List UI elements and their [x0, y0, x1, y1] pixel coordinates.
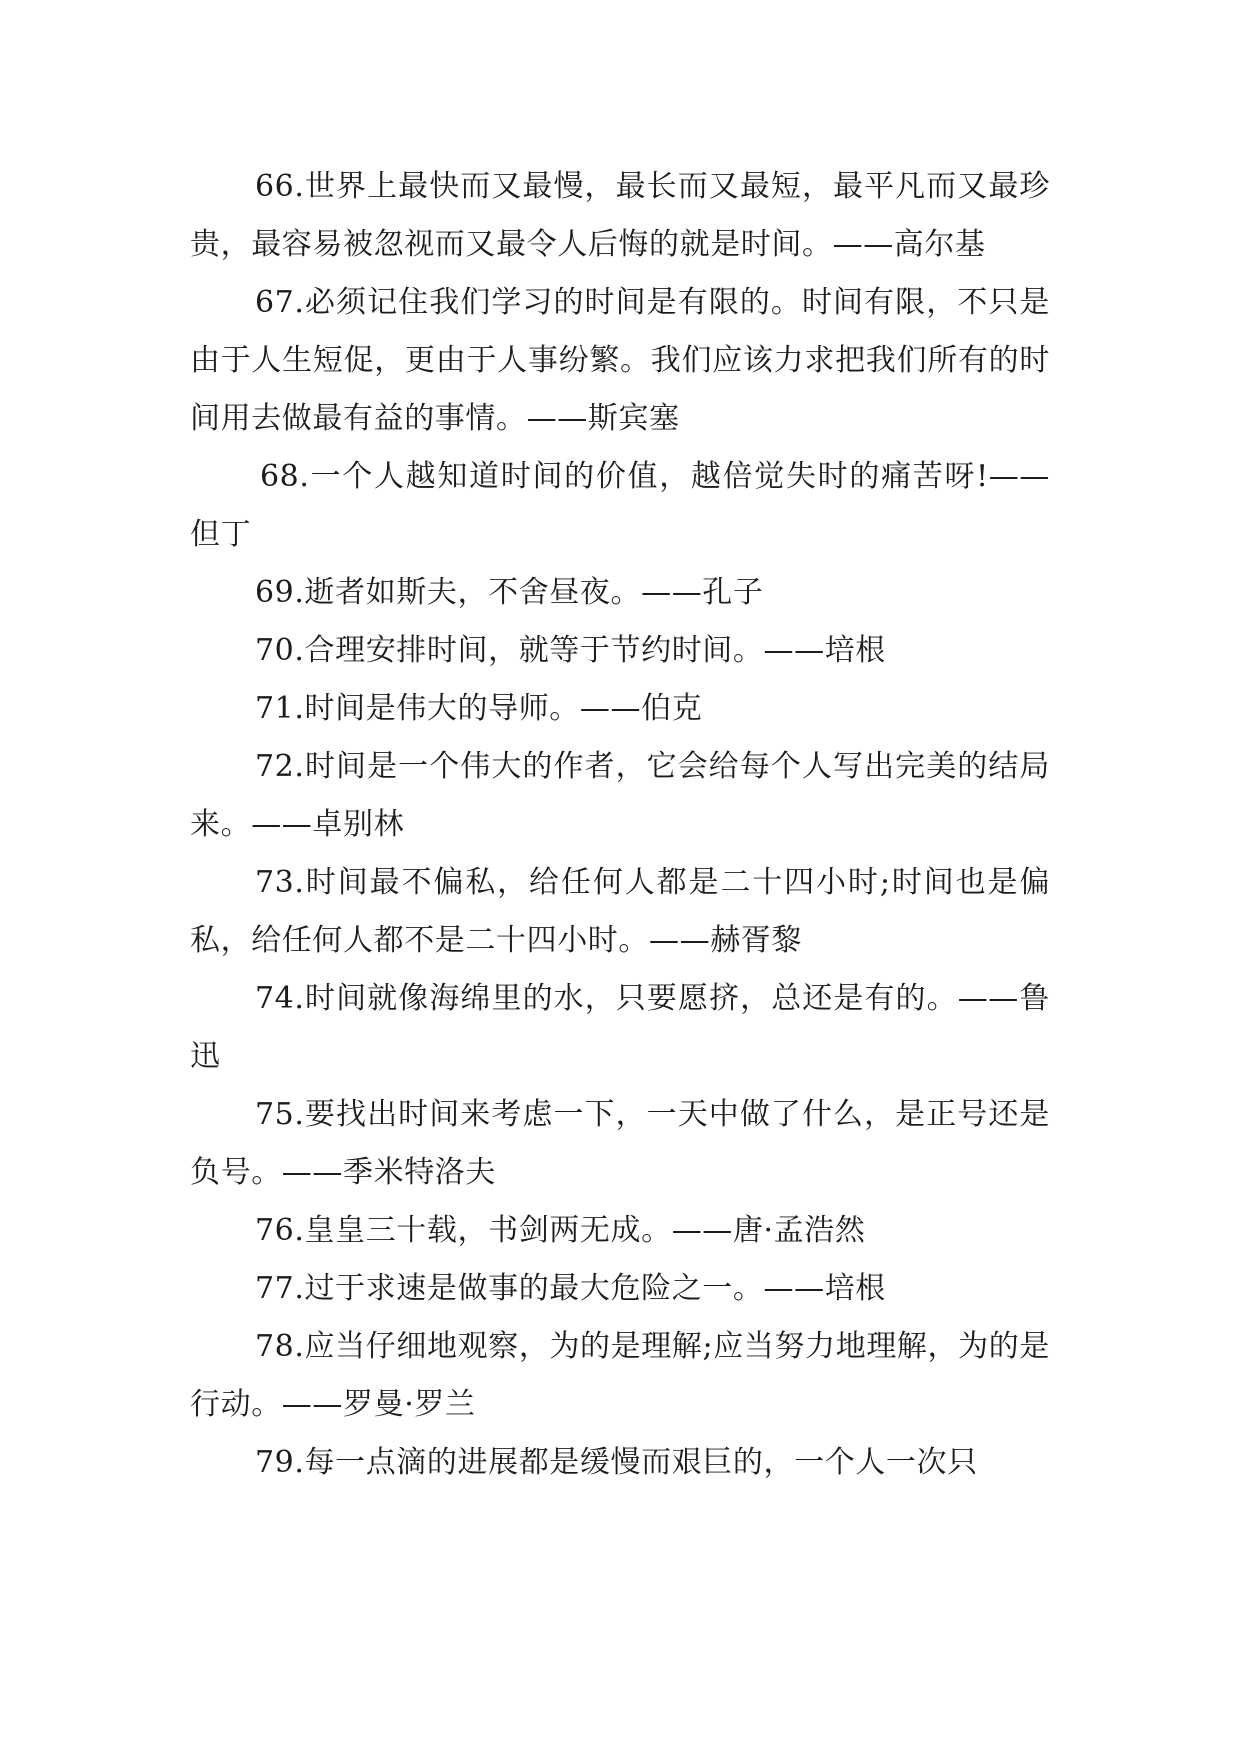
quote-66: 66.世界上最快而又最慢，最长而又最短，最平凡而又最珍贵，最容易被忽视而又最令人后悔的就是时间。——高尔基	[190, 169, 1050, 262]
quote-79: 79.每一点滴的进展都是缓慢而艰巨的，一个人一次只	[255, 1445, 978, 1480]
quote-71: 71.时间是伟大的导师。——伯克	[255, 691, 703, 726]
quote-68: 68.一个人越知道时间的价值，越倍觉失时的痛苦呀!——但丁	[190, 459, 1050, 552]
quote-70: 70.合理安排时间，就等于节约时间。——培根	[255, 633, 886, 668]
quote-69: 69.逝者如斯夫，不舍昼夜。——孔子	[255, 575, 764, 610]
quote-76: 76.皇皇三十载，书剑两无成。——唐·孟浩然	[255, 1213, 866, 1248]
quote-73: 73.时间最不偏私，给任何人都是二十四小时;时间也是偏私，给任何人都不是二十四小时。——赫胥黎	[190, 865, 1050, 958]
quote-67: 67.必须记住我们学习的时间是有限的。时间有限，不只是由于人生短促，更由于人事纷繁。我们应该力求把我们所有的时间用去做最有益的事情。——斯宾塞	[190, 285, 1050, 436]
quote-77: 77.过于求速是做事的最大危险之一。——培根	[255, 1271, 886, 1306]
quote-75: 75.要找出时间来考虑一下，一天中做了什么，是正号还是负号。——季米特洛夫	[190, 1097, 1050, 1190]
quote-74: 74.时间就像海绵里的水，只要愿挤，总还是有的。——鲁迅	[190, 981, 1050, 1074]
quote-list	[190, 158, 1050, 1492]
quote-72: 72.时间是一个伟大的作者，它会给每个人写出完美的结局来。——卓别林	[190, 749, 1050, 842]
quote-78: 78.应当仔细地观察，为的是理解;应当努力地理解，为的是行动。——罗曼·罗兰	[190, 1329, 1050, 1422]
